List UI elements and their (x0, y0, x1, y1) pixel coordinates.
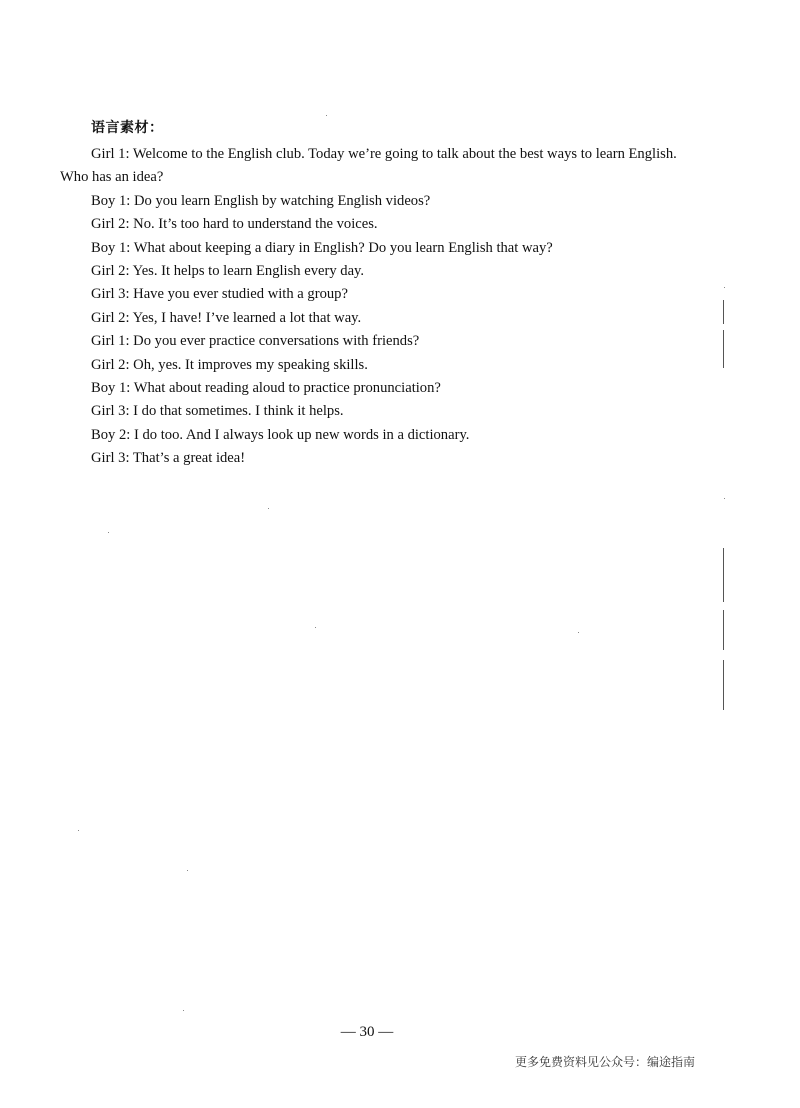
scan-artifact-mark (723, 548, 724, 602)
scan-artifact-dot (187, 870, 188, 871)
dialogue-line: Girl 2: Oh, yes. It improves my speaking skills. (91, 356, 368, 373)
dialogue-line: Girl 1: Do you ever practice conversations with friends? (91, 333, 420, 350)
section-heading: 语言素材： (91, 120, 164, 136)
dialogue-transcript (60, 143, 680, 471)
dialogue-line: Girl 3: I do that sometimes. I think it helps. (91, 403, 344, 420)
scan-artifact-dot (315, 627, 316, 628)
scan-artifact-dot (183, 1010, 184, 1011)
scan-artifact-dot (108, 532, 109, 533)
dialogue-line: Girl 2: Yes, I have! I’ve learned a lot that way. (91, 309, 362, 326)
scan-artifact-mark (723, 300, 724, 324)
dialogue-line: Girl 3: That’s a great idea! (91, 450, 246, 467)
scan-artifact-mark (723, 660, 724, 710)
scan-artifact-dot (326, 115, 327, 116)
scan-artifact-dot (724, 287, 725, 288)
footer-note: 更多免费资料见公众号：编途指南 (514, 1055, 695, 1069)
dialogue-line: Boy 1: What about keeping a diary in English? Do you learn English that way? (91, 239, 553, 256)
dialogue-line: Girl 1: Welcome to the English club. Today we’re going to talk about the best ways to learn English. Who has an idea? (60, 146, 677, 186)
page-number: — 30 — (340, 1024, 394, 1040)
scan-artifact-dot (268, 508, 269, 509)
scan-artifact-dot (724, 498, 725, 499)
dialogue-line: Boy 1: What about reading aloud to practice pronunciation? (91, 380, 441, 397)
scan-artifact-dot (578, 632, 579, 633)
scan-artifact-mark (723, 610, 724, 650)
scan-artifact-dot (78, 830, 79, 831)
dialogue-line: Boy 2: I do too. And I always look up new words in a dictionary. (91, 426, 470, 443)
scan-artifact-mark (723, 330, 724, 368)
dialogue-line: Girl 2: Yes. It helps to learn English every day. (91, 263, 365, 280)
dialogue-line: Girl 2: No. It’s too hard to understand the voices. (91, 216, 378, 233)
dialogue-line: Girl 3: Have you ever studied with a group? (91, 286, 348, 303)
dialogue-line: Boy 1: Do you learn English by watching English videos? (91, 192, 431, 209)
